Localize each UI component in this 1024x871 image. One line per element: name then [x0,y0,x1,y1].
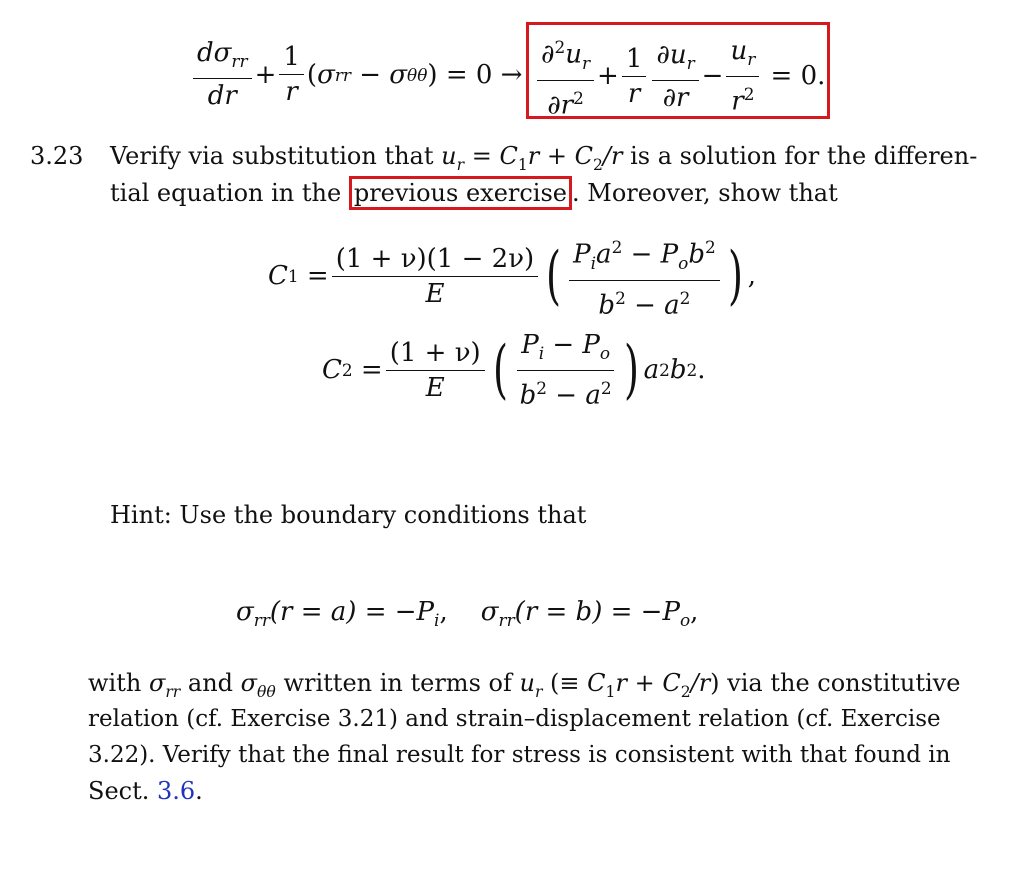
paragraph-line-2: relation (cf. Exercise 3.21) and strain–displacement relation (cf. Exercise [88,706,941,732]
exercise-number: 3.23 [30,142,84,170]
previous-exercise-highlight: previous exercise [349,176,572,210]
top-equation: $\frac{d\sigma_{rr}}{dr}$ + $\frac{1}{r}$ ( σ rr − σ θθ ) = 0 → [190,38,522,111]
paragraph-line-3: 3.22). Verify that the final result for stress is consistent with that found in [88,742,951,768]
fraction-dsigma-dr: $\frac{d\sigma_{rr}}{dr}$ [193,38,252,111]
paragraph-line-4: Sect. 3.6. [88,777,203,805]
boundary-conditions: $\sigma_{rr}(r = a) = -P_i$, $\sigma_{rr}(r = b) = -P_o$, [236,597,699,631]
hint-text: Hint: Use the boundary conditions that [110,501,587,529]
equation-c1: C 1 = $\frac{(1 + \nu)(1 - 2\nu)}{E}$ ( $\frac{P_ia^2 - P_ob^2}{b^2 - a^2}$ ) , [268,232,756,321]
exercise-line-2: tial equation in the previous exercise . Moreover, show that [110,176,838,210]
exercise-line-1: Verify via substitution that $u_r = C_1r + C_2/r$ is a solution for the differen- [110,142,978,174]
section-link[interactable]: 3.6 [157,777,196,805]
arrow-icon: → [500,59,523,90]
boxed-equation: $\frac{\partial^2u_r}{\partial r^2}$ + $\frac{1}{r}$ $\frac{\partial u_r}{\partial r}$ − $\frac{u_r}{r^2}$ = 0. [534,32,825,121]
fraction-one-over-r: $\frac{1}{r}$ [279,42,304,107]
paragraph-line-1: with $\sigma_{rr}$ and $\sigma_{\theta\theta}$ written in terms of $u_r$ (≡ $C_1r + C_2/r$) via the constitutive [88,669,961,701]
equation-c2: C 2 = $\frac{(1 + \nu)}{E}$ ( $\frac{P_i - P_o}{b^2 - a^2}$ ) a 2 b 2 . [322,330,706,411]
